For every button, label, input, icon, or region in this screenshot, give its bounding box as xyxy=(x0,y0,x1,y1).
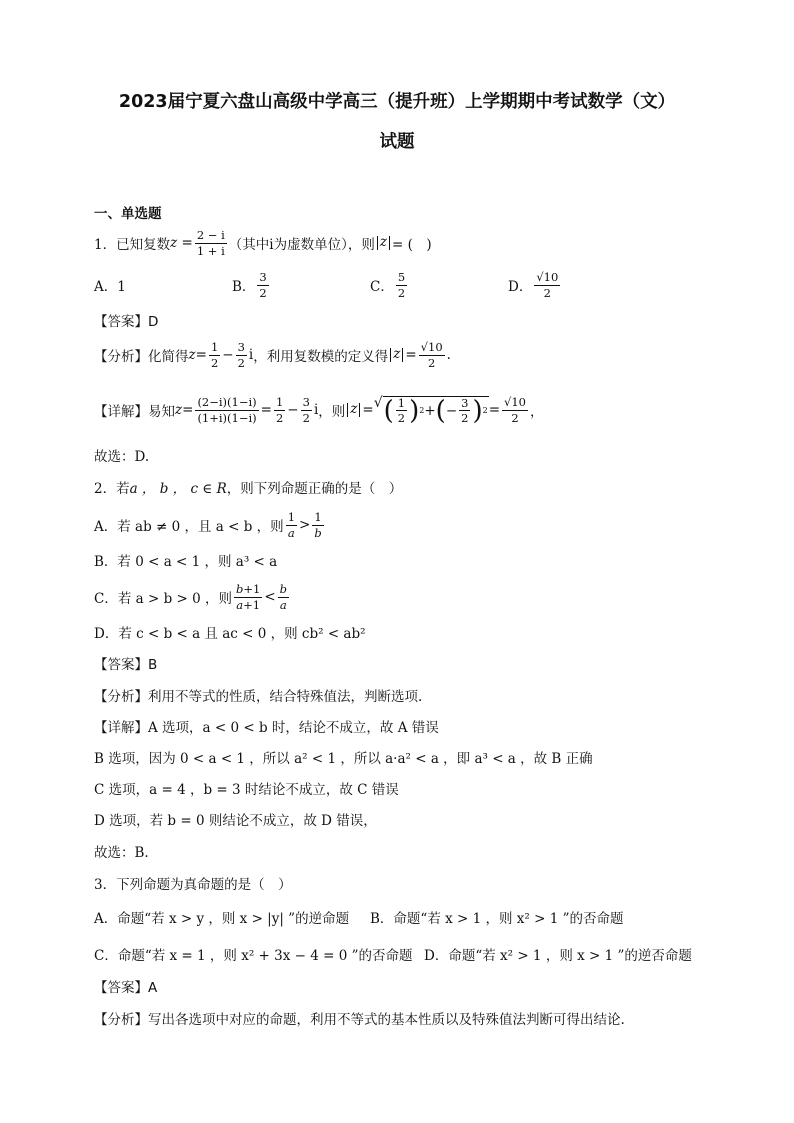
q2-detail-d: D 选项，若 b = 0 则结论不成立，故 D 错误， xyxy=(94,813,377,829)
q2-option-d[interactable]: D．若 c < b < a 且 ac < 0 ，则 cb² < ab² xyxy=(94,626,366,642)
q2-analysis: 【分析】利用不等式的性质，结合特殊值法，判断选项. xyxy=(94,689,423,705)
q1-detail: 【详解】 易知 z = $\frac{(2-i)(1-i)}{(1+i)(1-i)}$ = $\frac{1}{2}$ − $\frac{3}{2}$ i ，则 z = √ ( $\frac{1}{2}$ ) 2 + ( − $\frac{3}{2}$ ) 2 = $\frac{√10}{2}$ ， xyxy=(94,394,544,426)
q1-stem: 1．已知复数 z = $\frac{2 - i}{1 + i}$ （其中i为虚数单位），则 z = ( ) xyxy=(94,228,432,258)
section-heading: 一、单选题 xyxy=(94,206,162,222)
q1-conclusion: 故选：D. xyxy=(94,449,150,465)
q2-option-c[interactable]: C．若 a > b > 0 ，则 $\frac{b+1}{a+1}$ < $\frac{b}{a}$ xyxy=(94,582,287,612)
q1-analysis: 【分析】 化简得 z = $\frac{1}{2}$ − $\frac{3}{2}$ i ，利用复数模的定义得 z = $\frac{√10}{2}$ . xyxy=(94,340,451,370)
q1-option-a[interactable]: A．1 xyxy=(94,279,126,295)
q3-options-row1 xyxy=(94,902,714,932)
q1-option-d[interactable]: D． $\frac{√10}{2}$ xyxy=(508,270,559,300)
q1-option-b[interactable]: B． $\frac{3}{2}$ xyxy=(232,270,267,300)
q1-fraction: $\frac{2 - i}{1 + i}$ xyxy=(196,228,225,258)
q3-option-c[interactable]: C．命题“若 x = 1 ，则 x² + 3x − 4 = 0 ”的否命题 xyxy=(94,948,413,964)
q3-option-d[interactable]: D．命题“若 x² > 1 ，则 x > 1 ”的逆否命题 xyxy=(424,948,692,964)
q2-detail-a: 【详解】A 选项，a < 0 < b 时，结论不成立，故 A 错误 xyxy=(94,720,439,736)
q3-answer: 【答案】A xyxy=(94,980,158,996)
q1-option-c[interactable]: C． $\frac{5}{2}$ xyxy=(370,270,406,300)
q3-stem: 3．下列命题为真命题的是（ ） xyxy=(94,877,292,893)
exam-title-line2: 试题 xyxy=(379,132,415,152)
q2-detail-b: B 选项，因为 0 < a < 1 ，所以 a² < 1 ，所以 a·a² < a ，即 a³ < a ，故 B 正确 xyxy=(94,751,593,767)
q3-options-row2 xyxy=(94,939,714,969)
q2-answer: 【答案】B xyxy=(94,657,158,673)
q2-stem: 2．若 a ， b ， c ∈ R ，则下列命题正确的是（ ） xyxy=(94,481,403,497)
q1-answer: 【答案】D xyxy=(94,314,159,330)
exam-title-line1: 2023届宁夏六盘山高级中学高三（提升班）上学期期中考试数学（文） xyxy=(118,92,676,112)
q1-options xyxy=(94,268,714,302)
q3-option-a[interactable]: A．命题“若 x > y ，则 x > |y| ”的逆命题 xyxy=(94,911,350,927)
q2-detail-c: C 选项，a = 4 ，b = 3 时结论不成立，故 C 错误 xyxy=(94,782,399,798)
q2-option-b[interactable]: B．若 0 < a < 1 ，则 a³ < a xyxy=(94,554,278,570)
q3-option-b[interactable]: B．命题“若 x > 1 ，则 x² > 1 ”的否命题 xyxy=(370,911,624,927)
q3-analysis: 【分析】写出各选项中对应的命题，利用不等式的基本性质以及特殊值法判断可得出结论. xyxy=(94,1012,625,1028)
q2-conclusion: 故选：B. xyxy=(94,845,149,861)
q2-option-a[interactable]: A．若 ab ≠ 0 ，且 a < b ，则 $\frac{1}{a}$ > $\frac{1}{b}$ xyxy=(94,510,322,540)
